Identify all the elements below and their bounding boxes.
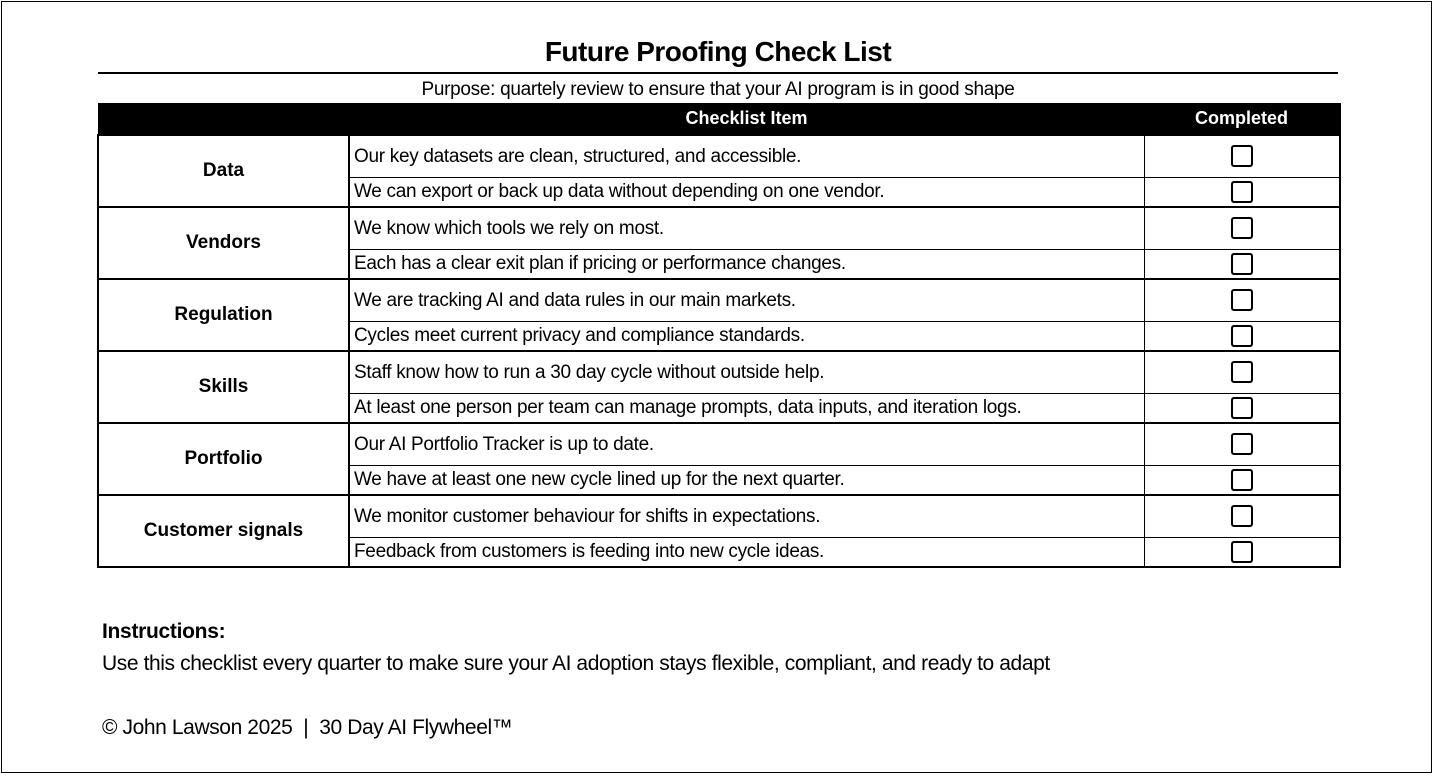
purpose-text: Purpose: quartely review to ensure that your AI program is in good shape bbox=[421, 79, 1015, 100]
completed-cell bbox=[1144, 394, 1340, 424]
completed-checkbox[interactable] bbox=[1231, 397, 1253, 419]
table-row bbox=[98, 135, 1340, 178]
header-checklist-item: Checklist Item bbox=[349, 103, 1144, 135]
completed-checkbox[interactable] bbox=[1231, 145, 1253, 167]
completed-cell bbox=[1144, 135, 1340, 178]
checklist-item: We can export or back up data without depending on one vendor. bbox=[349, 178, 1144, 208]
category-regulation: Regulation bbox=[98, 279, 349, 351]
checklist-item: Each has a clear exit plan if pricing or performance changes. bbox=[349, 250, 1144, 280]
checklist-item: At least one person per team can manage prompts, data inputs, and iteration logs. bbox=[349, 394, 1144, 424]
table-row bbox=[98, 279, 1340, 322]
completed-checkbox[interactable] bbox=[1231, 433, 1253, 455]
completed-checkbox[interactable] bbox=[1231, 325, 1253, 347]
completed-cell bbox=[1144, 250, 1340, 280]
completed-checkbox[interactable] bbox=[1231, 361, 1253, 383]
table-row bbox=[98, 207, 1340, 250]
header-category bbox=[98, 103, 349, 135]
completed-checkbox[interactable] bbox=[1231, 469, 1253, 491]
category-vendors: Vendors bbox=[98, 207, 349, 279]
checklist-item: Our AI Portfolio Tracker is up to date. bbox=[349, 423, 1144, 466]
checklist-item: We have at least one new cycle lined up for the next quarter. bbox=[349, 466, 1144, 496]
copyright-footer: © John Lawson 2025 | 30 Day AI Flywheel™ bbox=[102, 716, 513, 739]
completed-checkbox[interactable] bbox=[1231, 217, 1253, 239]
completed-checkbox[interactable] bbox=[1231, 253, 1253, 275]
completed-cell bbox=[1144, 423, 1340, 466]
table-row bbox=[98, 351, 1340, 394]
checklist-item: Feedback from customers is feeding into new cycle ideas. bbox=[349, 538, 1144, 568]
instructions-text: Use this checklist every quarter to make sure your AI adoption stays flexible, compliant, and ready to adapt bbox=[102, 652, 1050, 675]
page-title: Future Proofing Check List bbox=[544, 36, 892, 67]
category-customer-signals: Customer signals bbox=[98, 495, 349, 567]
checklist-item: We are tracking AI and data rules in our main markets. bbox=[349, 279, 1144, 322]
instructions-heading: Instructions: bbox=[102, 620, 226, 643]
completed-cell bbox=[1144, 279, 1340, 322]
table-header-row bbox=[98, 103, 1340, 135]
completed-checkbox[interactable] bbox=[1231, 181, 1253, 203]
checklist-item: We monitor customer behaviour for shifts in expectations. bbox=[349, 495, 1144, 538]
completed-cell bbox=[1144, 466, 1340, 496]
table-row bbox=[98, 423, 1340, 466]
checklist-table bbox=[97, 103, 1341, 568]
completed-checkbox[interactable] bbox=[1231, 505, 1253, 527]
title-divider bbox=[98, 72, 1338, 74]
header-completed: Completed bbox=[1144, 103, 1340, 135]
completed-cell bbox=[1144, 207, 1340, 250]
completed-cell bbox=[1144, 538, 1340, 568]
checklist-item: We know which tools we rely on most. bbox=[349, 207, 1144, 250]
completed-checkbox[interactable] bbox=[1231, 541, 1253, 563]
completed-checkbox[interactable] bbox=[1231, 289, 1253, 311]
category-data: Data bbox=[98, 135, 349, 207]
completed-cell bbox=[1144, 178, 1340, 208]
checklist-item: Our key datasets are clean, structured, and accessible. bbox=[349, 135, 1144, 178]
completed-cell bbox=[1144, 351, 1340, 394]
category-skills: Skills bbox=[98, 351, 349, 423]
checklist-item: Staff know how to run a 30 day cycle without outside help. bbox=[349, 351, 1144, 394]
checklist-item: Cycles meet current privacy and compliance standards. bbox=[349, 322, 1144, 352]
completed-cell bbox=[1144, 495, 1340, 538]
category-portfolio: Portfolio bbox=[98, 423, 349, 495]
table-row bbox=[98, 495, 1340, 538]
completed-cell bbox=[1144, 322, 1340, 352]
